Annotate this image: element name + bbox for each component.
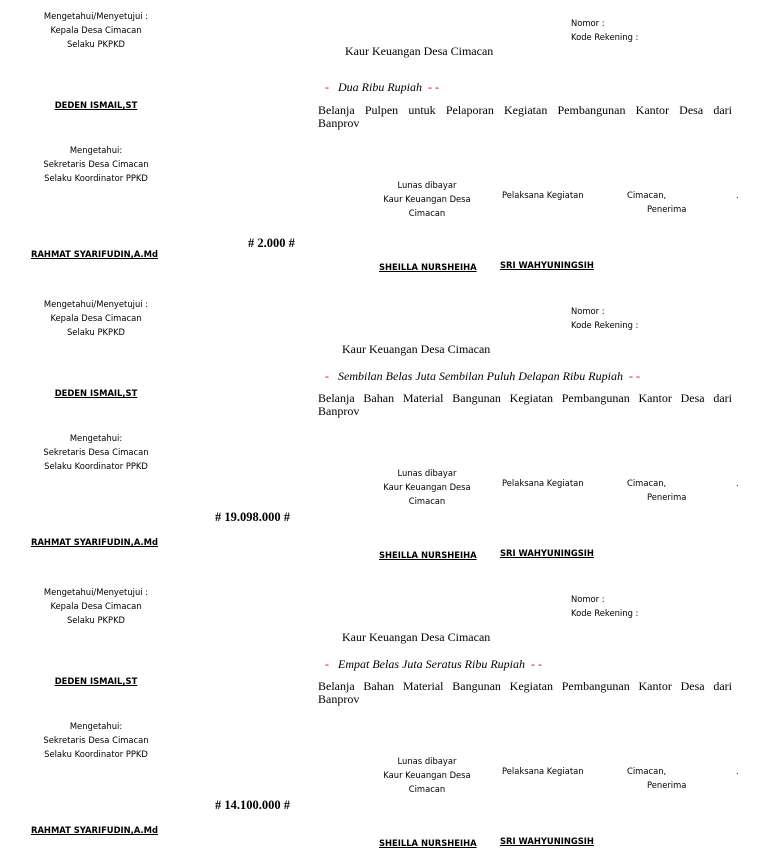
executor-name: SRI WAHYUNINGSIH xyxy=(500,260,594,270)
treasurer-name: SHEILLA NURSHEIHA xyxy=(379,262,477,272)
kode-rekening-label: Kode Rekening : xyxy=(571,320,639,330)
executor-label: Pelaksana Kegiatan xyxy=(502,190,584,200)
paid-block xyxy=(372,466,482,508)
approver-name: DEDEN ISMAIL,ST xyxy=(54,388,138,398)
kode-rekening-label: Kode Rekening : xyxy=(571,32,639,42)
paid-village: Cimacan xyxy=(408,208,446,218)
treasurer-name: SHEILLA NURSHEIHA xyxy=(379,550,477,560)
approver-name: DEDEN ISMAIL,ST xyxy=(54,676,138,686)
paid-position: Kaur Keuangan Desa xyxy=(383,194,471,204)
dash-left: - xyxy=(325,80,329,94)
approval-role: Selaku PKPKD xyxy=(66,39,126,49)
kode-rekening-label: Kode Rekening : xyxy=(571,608,639,618)
nomor-label: Nomor : xyxy=(571,306,605,316)
approval-title: Mengetahui/Menyetujui : xyxy=(43,11,149,21)
acknowledge-position: Sekretaris Desa Cimacan xyxy=(43,159,149,169)
approval-title: Mengetahui/Menyetujui : xyxy=(43,299,149,309)
acknowledge-role: Selaku Koordinator PPKD xyxy=(44,173,148,183)
acknowledger-name: RAHMAT SYARIFUDIN,A.Md xyxy=(31,249,159,259)
paid-position: Kaur Keuangan Desa xyxy=(383,482,471,492)
purpose-line-1: Belanja Bahan Material Bangunan Kegiatan Pembangunan Kantor Desa dari xyxy=(318,679,732,693)
dash-right: - - xyxy=(628,369,640,383)
executor-label: Pelaksana Kegiatan xyxy=(502,478,584,488)
amount-words-text: Empat Belas Juta Seratus Ribu Rupiah xyxy=(338,657,525,671)
approval-position: Kepala Desa Cimacan xyxy=(50,25,142,35)
acknowledge-block xyxy=(18,431,174,473)
acknowledge-role: Selaku Koordinator PPKD xyxy=(44,461,148,471)
amount-in-words xyxy=(325,369,640,384)
date-dot: . xyxy=(736,478,739,488)
amount-number: # 19.098.000 # xyxy=(215,510,290,524)
acknowledger-name: RAHMAT SYARIFUDIN,A.Md xyxy=(31,537,159,547)
approval-position: Kepala Desa Cimacan xyxy=(50,313,142,323)
paid-village: Cimacan xyxy=(408,496,446,506)
received-from: Kaur Keuangan Desa Cimacan xyxy=(345,44,494,58)
approval-block xyxy=(18,297,174,339)
purpose-line-2: Banprov xyxy=(318,404,360,418)
acknowledger-name: RAHMAT SYARIFUDIN,A.Md xyxy=(31,825,159,835)
recipient-label: Penerima xyxy=(647,492,687,502)
treasurer-name: SHEILLA NURSHEIHA xyxy=(379,838,477,848)
nomor-label: Nomor : xyxy=(571,18,605,28)
acknowledge-title: Mengetahui: xyxy=(69,433,123,443)
amount-in-words xyxy=(325,657,542,672)
dash-right: - - xyxy=(530,657,542,671)
paid-block xyxy=(372,754,482,796)
amount-words-text: Dua Ribu Rupiah xyxy=(338,80,422,94)
acknowledge-block xyxy=(18,143,174,185)
acknowledge-role: Selaku Koordinator PPKD xyxy=(44,749,148,759)
receipt-voucher-3 xyxy=(0,576,768,864)
amount-words-text: Sembilan Belas Juta Sembilan Puluh Delapan Ribu Rupiah xyxy=(338,369,623,383)
paid-label: Lunas dibayar xyxy=(397,468,457,478)
date-dot: . xyxy=(736,766,739,776)
approval-title: Mengetahui/Menyetujui : xyxy=(43,587,149,597)
approval-block xyxy=(18,9,174,51)
paid-block xyxy=(372,178,482,220)
purpose-line-1: Belanja Bahan Material Bangunan Kegiatan Pembangunan Kantor Desa dari xyxy=(318,391,732,405)
purpose-line-1: Belanja Pulpen untuk Pelaporan Kegiatan Pembangunan Kantor Desa dari xyxy=(318,103,732,117)
amount-number: # 14.100.000 # xyxy=(215,798,290,812)
approval-position: Kepala Desa Cimacan xyxy=(50,601,142,611)
amount-in-words xyxy=(325,80,439,95)
acknowledge-position: Sekretaris Desa Cimacan xyxy=(43,735,149,745)
dash-left: - xyxy=(325,369,329,383)
purpose-line-2: Banprov xyxy=(318,116,360,130)
recipient-label: Penerima xyxy=(647,204,687,214)
paid-position: Kaur Keuangan Desa xyxy=(383,770,471,780)
paid-village: Cimacan xyxy=(408,784,446,794)
date-dot: . xyxy=(736,190,739,200)
paid-label: Lunas dibayar xyxy=(397,756,457,766)
executor-label: Pelaksana Kegiatan xyxy=(502,766,584,776)
acknowledge-title: Mengetahui: xyxy=(69,145,123,155)
paid-label: Lunas dibayar xyxy=(397,180,457,190)
place-label: Cimacan, xyxy=(627,478,667,488)
received-from: Kaur Keuangan Desa Cimacan xyxy=(342,630,491,644)
dash-left: - xyxy=(325,657,329,671)
recipient-label: Penerima xyxy=(647,780,687,790)
receipt-voucher-1 xyxy=(0,0,768,288)
amount-number: # 2.000 # xyxy=(248,236,295,250)
approval-block xyxy=(18,585,174,627)
approver-name: DEDEN ISMAIL,ST xyxy=(54,100,138,110)
executor-name: SRI WAHYUNINGSIH xyxy=(500,836,594,846)
acknowledge-position: Sekretaris Desa Cimacan xyxy=(43,447,149,457)
received-from: Kaur Keuangan Desa Cimacan xyxy=(342,342,491,356)
dash-right: - - xyxy=(428,80,439,94)
acknowledge-title: Mengetahui: xyxy=(69,721,123,731)
executor-name: SRI WAHYUNINGSIH xyxy=(500,548,594,558)
acknowledge-block xyxy=(18,719,174,761)
approval-role: Selaku PKPKD xyxy=(66,327,126,337)
purpose-line-2: Banprov xyxy=(318,692,360,706)
nomor-label: Nomor : xyxy=(571,594,605,604)
place-label: Cimacan, xyxy=(627,766,667,776)
receipt-voucher-2 xyxy=(0,288,768,576)
place-label: Cimacan, xyxy=(627,190,667,200)
approval-role: Selaku PKPKD xyxy=(66,615,126,625)
